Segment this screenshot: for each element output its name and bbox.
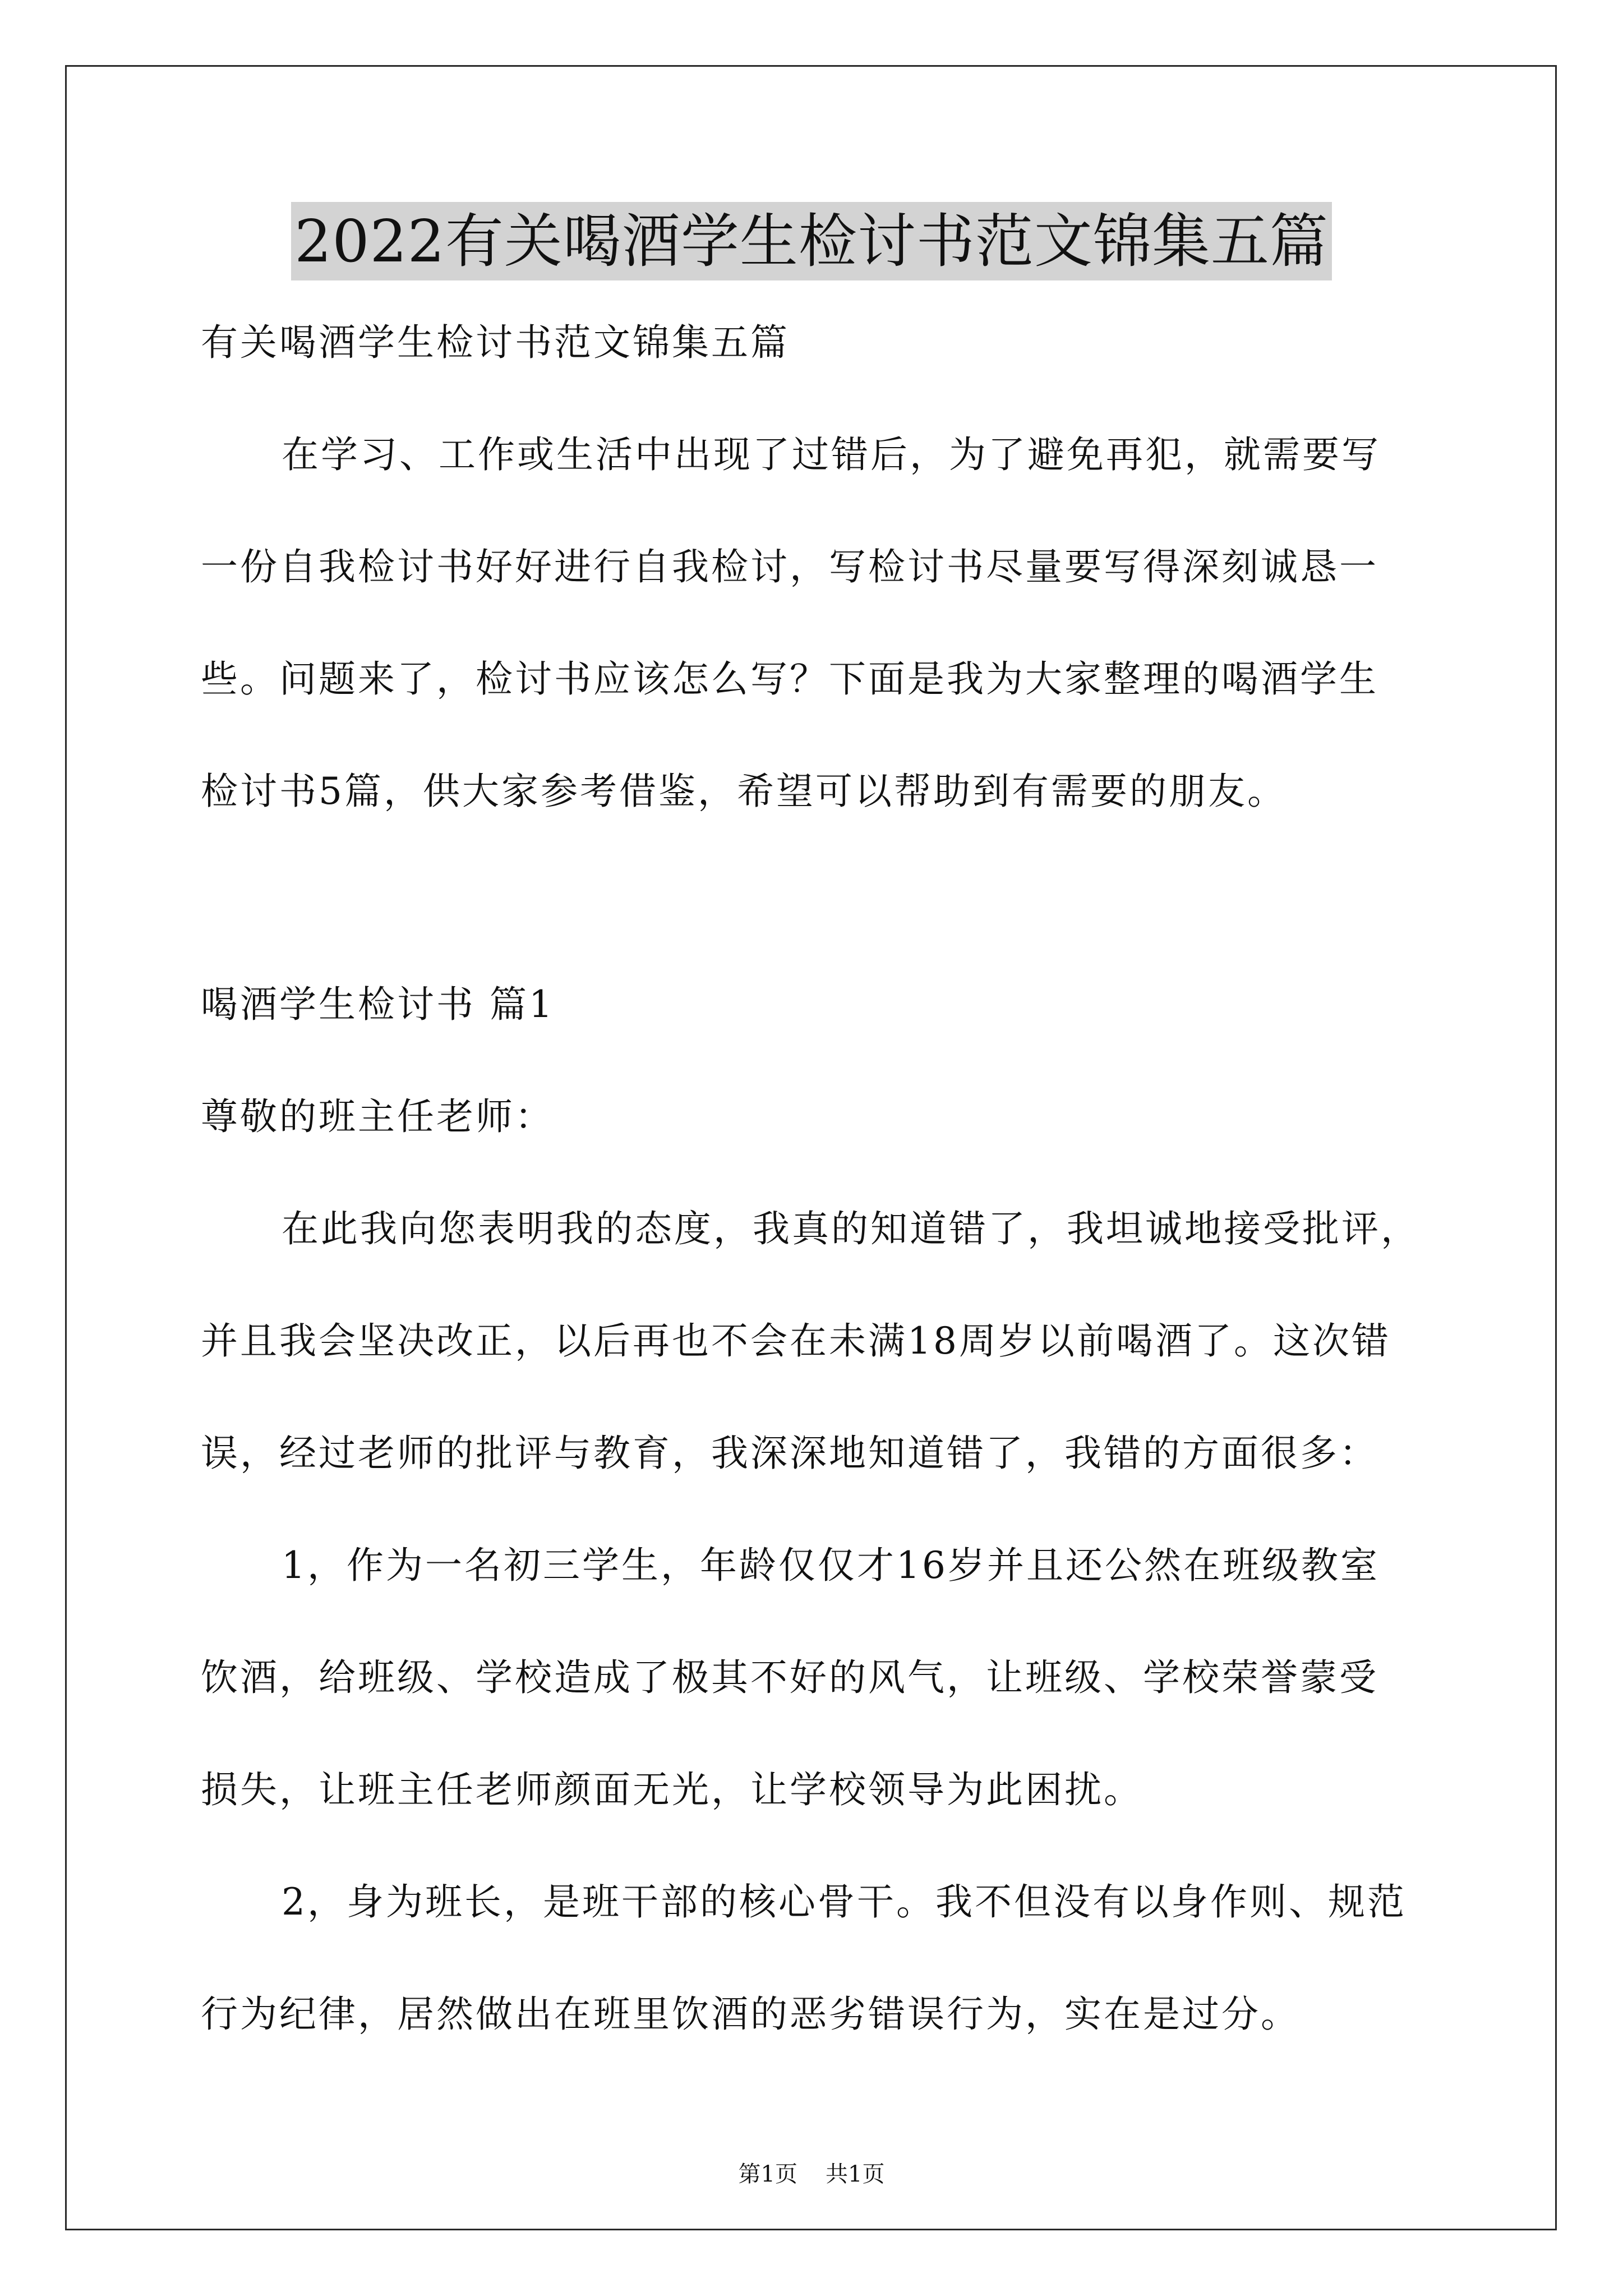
page-total: 共1页 — [826, 2161, 885, 2187]
body-line-4: 1，作为一名初三学生，年龄仅仅才16岁并且还公然在班级教室 — [282, 1544, 1380, 1587]
intro-line-2: 一份自我检讨书好好进行自我检讨，写检讨书尽量要写得深刻诚恳一 — [201, 545, 1378, 588]
body-line-3: 误，经过老师的批评与教育，我深深地知道错了，我错的方面很多： — [201, 1432, 1378, 1475]
intro-line-3: 些。问题来了，检讨书应该怎么写？下面是我为大家整理的喝酒学生 — [201, 657, 1378, 701]
section-heading: 喝酒学生检讨书 篇1 — [201, 983, 555, 1026]
intro-line-4: 检讨书5篇，供大家参考借鉴，希望可以帮助到有需要的朋友。 — [201, 770, 1287, 813]
body-line-1: 在此我向您表明我的态度，我真的知道错了，我坦诚地接受批评， — [282, 1207, 1420, 1250]
page-footer — [0, 2159, 1623, 2190]
body-line-5: 饮酒，给班级、学校造成了极其不好的风气，让班级、学校荣誉蒙受 — [201, 1656, 1378, 1699]
intro-line-1: 在学习、工作或生活中出现了过错后，为了避免再犯，就需要写 — [282, 433, 1381, 476]
body-line-8: 行为纪律，居然做出在班里饮酒的恶劣错误行为，实在是过分。 — [201, 1993, 1300, 2036]
body-line-7: 2，身为班长，是班干部的核心骨干。我不但没有以身作则、规范 — [282, 1880, 1407, 1924]
document-subtitle: 有关喝酒学生检讨书范文锦集五篇 — [201, 321, 790, 364]
title-wrap — [0, 202, 1623, 280]
body-line-6: 损失，让班主任老师颜面无光，让学校领导为此困扰。 — [201, 1768, 1143, 1811]
document-title: 2022有关喝酒学生检讨书范文锦集五篇 — [291, 202, 1332, 280]
body-line-2: 并且我会坚决改正，以后再也不会在未满18周岁以前喝酒了。这次错 — [201, 1319, 1391, 1363]
page-number: 第1页 — [738, 2161, 797, 2187]
salutation: 尊敬的班主任老师： — [201, 1095, 554, 1138]
